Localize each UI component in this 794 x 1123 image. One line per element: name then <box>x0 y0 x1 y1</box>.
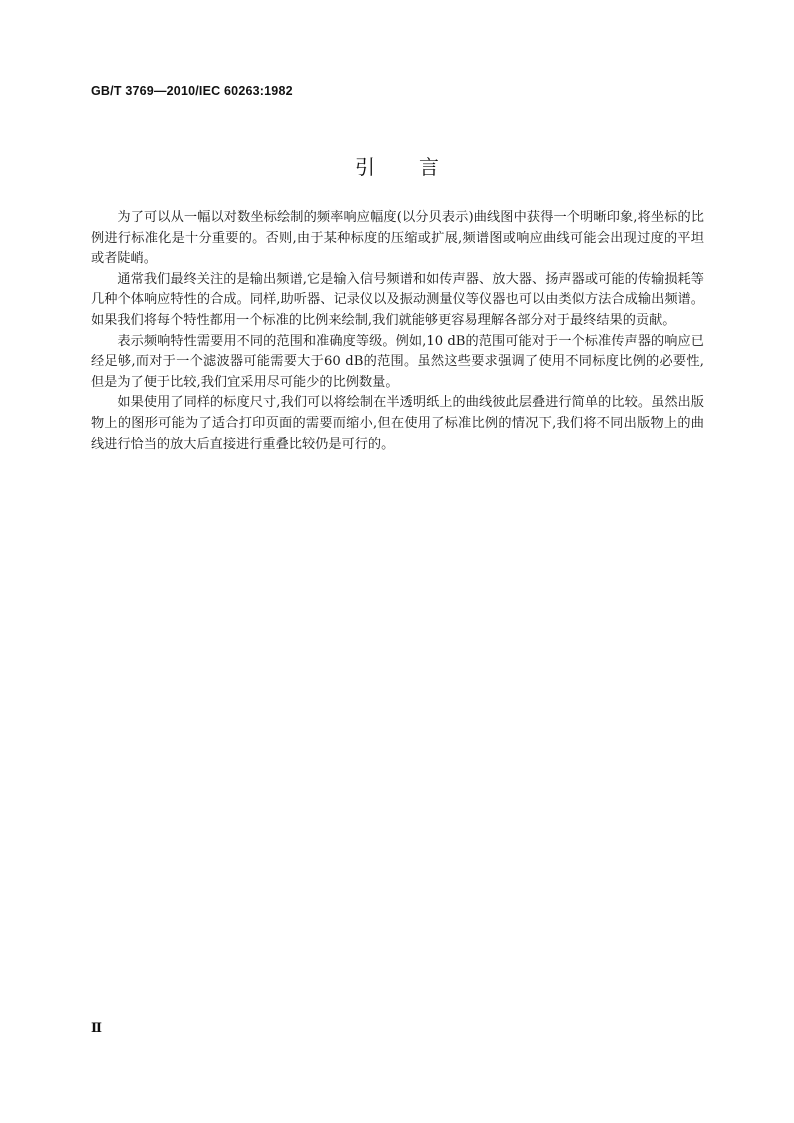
paragraph-4: 如果使用了同样的标度尺寸,我们可以将绘制在半透明纸上的曲线彼此层叠进行简单的比较。虽然出版物上的图形可能为了适合打印页面的需要而缩小,但在使用了标准比例的情况下,我们将不同出版物上的曲线进行恰当的放大后直接进行重叠比较仍是可行的。 <box>91 395 704 452</box>
paragraph-1: 为了可以从一幅以对数坐标绘制的频率响应幅度(以分贝表示)曲线图中获得一个明晰印象,将坐标的比例进行标准化是十分重要的。否则,由于某种标度的压缩或扩展,频谱图或响应曲线可能会出现过度的平坦或者陡峭。 <box>91 210 704 267</box>
introduction-body <box>91 208 704 455</box>
standard-code-header: GB/T 3769—2010/IEC 60263:1982 <box>91 84 293 98</box>
page-number: Ⅱ <box>91 1021 102 1036</box>
paragraph-3: 表示频响特性需要用不同的范围和准确度等级。例如,10 dB的范围可能对于一个标准传声器的响应已经足够,而对于一个滤波器可能需要大于60 dB的范围。虽然这些要求强调了使用不同标度比例的必要性,但是为了便于比较,我们宜采用尽可能少的比例数量。 <box>91 333 704 390</box>
page-title: 引言 <box>355 155 483 179</box>
paragraph-2: 通常我们最终关注的是输出频谱,它是输入信号频谱和如传声器、放大器、扬声器或可能的传输损耗等几种个体响应特性的合成。同样,助听器、记录仪以及振动测量仪等仪器也可以由类似方法合成输出频谱。如果我们将每个特性都用一个标准的比例来绘制,我们就能够更容易理解各部分对于最终结果的贡献。 <box>91 271 704 328</box>
